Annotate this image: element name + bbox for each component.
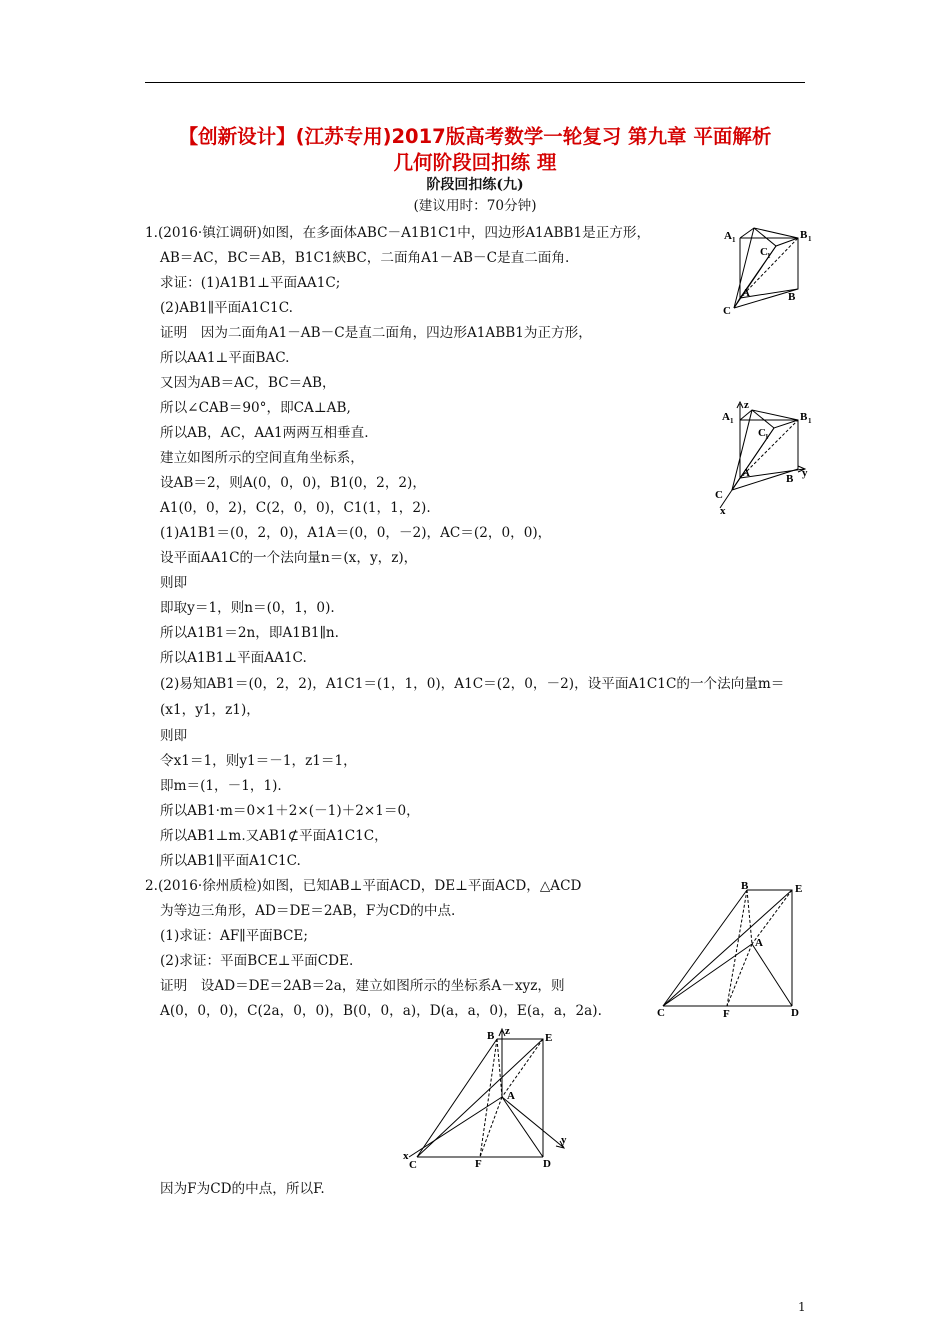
fig2-label: A — [722, 411, 730, 423]
p2-line: 为等边三角形，AD＝DE＝2AB，F为CD的中点. — [160, 903, 456, 919]
fig1-label: A — [742, 287, 750, 299]
p1-line: 又因为AB＝AC，BC＝AB， — [160, 375, 336, 391]
p1-line: AB＝AC，BC＝AB，B1C1綊BC，二面角A1－AB－C是直二面角. — [160, 250, 570, 266]
p2-line: A(0，0，0)，C(2a，0，0)，B(0，0，a)，D(a，a，0)，E(a，a，2a). — [160, 1003, 602, 1019]
page-number: 1 — [798, 1300, 806, 1314]
fig2-label: B — [786, 473, 794, 485]
fig4-label: F — [475, 1158, 482, 1170]
p1-line: 设平面AA1C的一个法向量n＝(x，y，z)， — [160, 550, 418, 566]
fig4-label: A — [507, 1090, 515, 1102]
fig1-label: 1 — [767, 252, 771, 260]
p1-line: 所以AB1⊥m.又AB1⊄平面A1C1C， — [160, 828, 388, 844]
fig3-label: E — [795, 883, 803, 895]
fig2-label: 1 — [808, 417, 812, 425]
figure-polyhedron-axes — [712, 398, 812, 516]
p1-line: A1(0，0，2)，C(2，0，0)，C1(1，1，2). — [160, 500, 431, 516]
p1-line: (2)AB1∥平面A1C1C. — [160, 300, 293, 316]
fig4-label: E — [545, 1032, 553, 1044]
p1-line: 设AB＝2，则A(0，0，0)，B1(0，2，2)， — [160, 475, 426, 491]
p2-line: (2)求证：平面BCE⊥平面CDE. — [160, 953, 354, 969]
fig2-label: C — [758, 427, 766, 439]
p1-line: 所以AB，AC，AA1两两互相垂直. — [160, 425, 369, 441]
p1-line: 即m＝(1，－1，1). — [160, 778, 282, 794]
p1-line: 所以∠CAB＝90°，即CA⊥AB, — [160, 400, 351, 416]
section-subtitle: 阶段回扣练(九) — [426, 177, 524, 193]
p1-line: 令x1＝1，则y1＝－1，z1＝1， — [160, 753, 357, 769]
fig2-label: B — [800, 411, 808, 423]
fig4-label: y — [561, 1134, 567, 1146]
fig1-label: C — [723, 305, 731, 317]
figure-polyhedron — [720, 222, 820, 318]
fig1-label: B — [788, 291, 796, 303]
fig1-label: B — [800, 229, 808, 241]
fig1-label: 1 — [732, 236, 736, 244]
p1-line: 1.(2016·镇江调研)如图，在多面体ABC－A1B1C1中，四边形A1ABB1是正方形， — [145, 225, 651, 241]
fig4-label: B — [487, 1030, 495, 1042]
fig2-label: y — [802, 467, 808, 479]
p1-line: 所以AA1⊥平面BAC. — [160, 350, 290, 366]
fig4-label: C — [409, 1159, 417, 1171]
fig3-label: B — [741, 880, 749, 892]
p1-line: (2)易知AB1＝(0，2，2)，A1C1＝(1，1，0)，A1C＝(2，0，－2)，设平面A1C1C的一个法向量m＝ — [160, 676, 785, 692]
p1-line: 所以AB1·m＝0×1＋2×(－1)＋2×1＝0， — [160, 803, 420, 819]
figure-prism-axes — [403, 1025, 573, 1173]
fig3-label: F — [723, 1008, 730, 1020]
figure-prism — [655, 878, 805, 1020]
fig3-label: C — [657, 1007, 665, 1019]
fig2-label: 1 — [730, 417, 734, 425]
p1-line: 则即 — [160, 575, 188, 591]
fig1-label: 1 — [808, 235, 812, 243]
p1-line: 求证：(1)A1B1⊥平面AA1C; — [160, 275, 341, 291]
p1-line: 建立如图所示的空间直角坐标系， — [160, 450, 364, 466]
time-hint: (建议用时：70分钟) — [413, 198, 537, 214]
fig4-label: x — [403, 1150, 409, 1162]
p1-line: 所以A1B1⊥平面AA1C. — [160, 650, 307, 666]
fig3-label: D — [791, 1007, 799, 1019]
p1-line: 所以A1B1＝2n，即A1B1∥n. — [160, 625, 339, 641]
p2-line: 2.(2016·徐州质检)如图，已知AB⊥平面ACD，DE⊥平面ACD，△ACD — [145, 878, 582, 894]
p2-line: 证明 设AD＝DE＝2AB＝2a，建立如图所示的坐标系A－xyz，则 — [160, 978, 565, 994]
fig1-label: A — [724, 230, 732, 242]
fig2-label: A — [742, 467, 750, 479]
fig2-label: C — [715, 489, 723, 501]
p1-line: 所以AB1∥平面A1C1C. — [160, 853, 301, 869]
fig4-label: z — [505, 1025, 510, 1037]
fig2-label: 1 — [765, 433, 769, 441]
p1-line: 即取y＝1，则n＝(0，1，0). — [160, 600, 335, 616]
header-rule — [145, 82, 805, 83]
p1-line: 证明 因为二面角A1－AB－C是直二面角，四边形A1ABB1为正方形， — [160, 325, 592, 341]
fig2-label: z — [744, 399, 749, 411]
p2-line: (1)求证：AF∥平面BCE; — [160, 928, 308, 944]
p2-line: 因为F为CD的中点，所以F. — [160, 1181, 325, 1197]
p1-line: 则即 — [160, 728, 188, 744]
p1-line: (1)A1B1＝(0，2，0)，A1A＝(0，0，－2)，AC＝(2，0，0)， — [160, 525, 552, 541]
p1-line: (x1，y1，z1)， — [160, 702, 260, 718]
fig2-label: x — [720, 505, 726, 517]
fig3-label: A — [755, 937, 763, 949]
fig4-label: D — [543, 1158, 551, 1170]
fig1-label: C — [760, 246, 768, 258]
document-title-line-2: 几何阶段回扣练 理 — [393, 151, 557, 174]
document-title-line-1: 【创新设计】(江苏专用)2017版高考数学一轮复习 第九章 平面解析 — [178, 125, 772, 148]
